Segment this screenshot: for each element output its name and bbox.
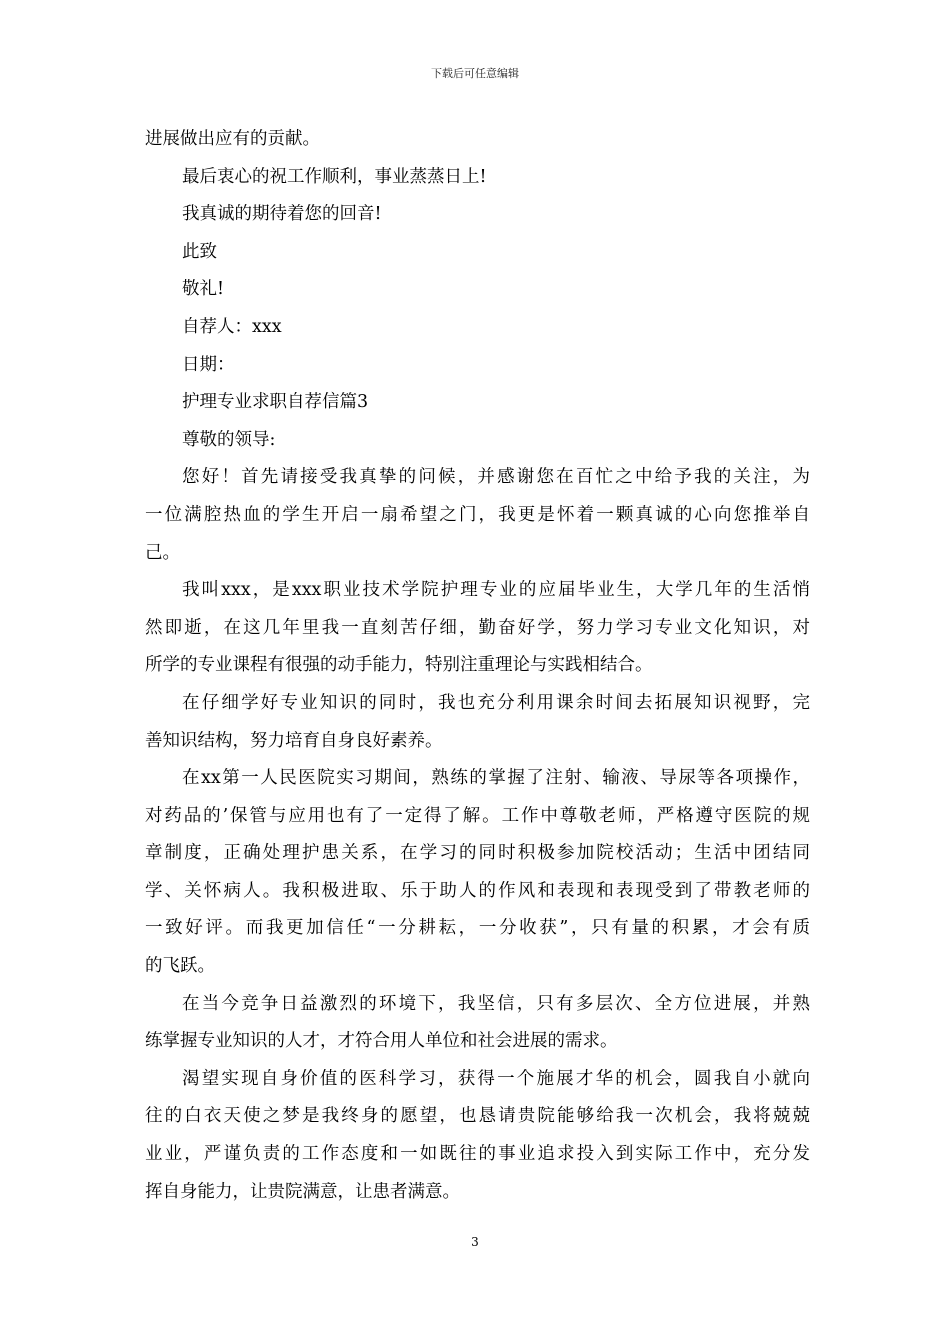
text-line: 业业，严谨负责的工作态度和一如既往的事业追求投入到实际工作中，充分发 [145,1144,810,1165]
page-header: 下载后可任意编辑 [431,67,519,80]
text-line: 我真诚的期待着您的回音! [182,204,382,225]
text-line: 章制度，正确处理护患关系，在学习的同时积极参加院校活动；生活中团结同 [145,843,810,864]
text-line: 所学的专业课程有很强的动手能力，特别注重理论与实践相结合。 [145,655,653,676]
text-line: 在当今竞争日益激烈的环境下，我坚信，只有多层次、全方位进展，并熟 [182,993,810,1014]
text-line: 日期： [182,354,235,375]
text-line: 的飞跃。 [145,956,215,977]
text-line: 最后衷心的祝工作顺利，事业蒸蒸日上! [182,166,487,187]
text-line: 往的白衣天使之梦是我终身的愿望，也恳请贵院能够给我一次机会，我将兢兢 [145,1106,810,1127]
document-body [145,121,810,1211]
text-line: 尊敬的领导: [182,429,276,450]
text-line: 己。 [145,542,180,563]
text-line: 一位满腔热血的学生开启一扇希望之门，我更是怀着一颗真诚的心向您推举自 [145,504,810,525]
text-line: 练掌握专业知识的人才，才符合用人单位和社会进展的需求。 [145,1031,618,1052]
text-line: 护理专业求职自荐信篇3 [182,392,369,413]
text-line: 自荐人：xxx [182,316,282,337]
text-line: 善知识结构，努力培育自身良好素养。 [145,730,443,751]
page-number: 3 [471,1235,479,1249]
text-line: 然即逝，在这几年里我一直刻苦仔细，勤奋好学，努力学习专业文化知识，对 [145,617,810,638]
text-line: 挥自身能力，让贵院满意，让患者满意。 [145,1181,460,1202]
text-line: 渴望实现自身价值的医科学习，获得一个施展才华的机会，圆我自小就向 [182,1068,810,1089]
text-line: 我叫xxx，是xxx职业技术学院护理专业的应届毕业生，大学几年的生活悄 [182,580,810,601]
text-line: 学、关怀病人。我积极进取、乐于助人的作风和表现和表现受到了带教老师的 [145,880,810,901]
text-line: 此致 [182,241,217,262]
text-line: 您好！首先请接受我真挚的问候，并感谢您在百忙之中给予我的关注，为 [182,467,810,488]
text-line: 在xx第一人民医院实习期间，熟练的掌握了注射、输液、导尿等各项操作， [182,768,810,789]
text-line: 敬礼! [182,279,225,300]
text-line: 在仔细学好专业知识的同时，我也充分利用课余时间去拓展知识视野，完 [182,692,810,713]
text-line: 进展做出应有的贡献。 [145,129,320,149]
text-line: 一致好评。而我更加信任“一分耕耘，一分收获”，只有量的积累，才会有质 [145,918,810,939]
text-line: 对药品的’保管与应用也有了一定得了解。工作中尊敬老师，严格遵守医院的规 [145,805,810,826]
